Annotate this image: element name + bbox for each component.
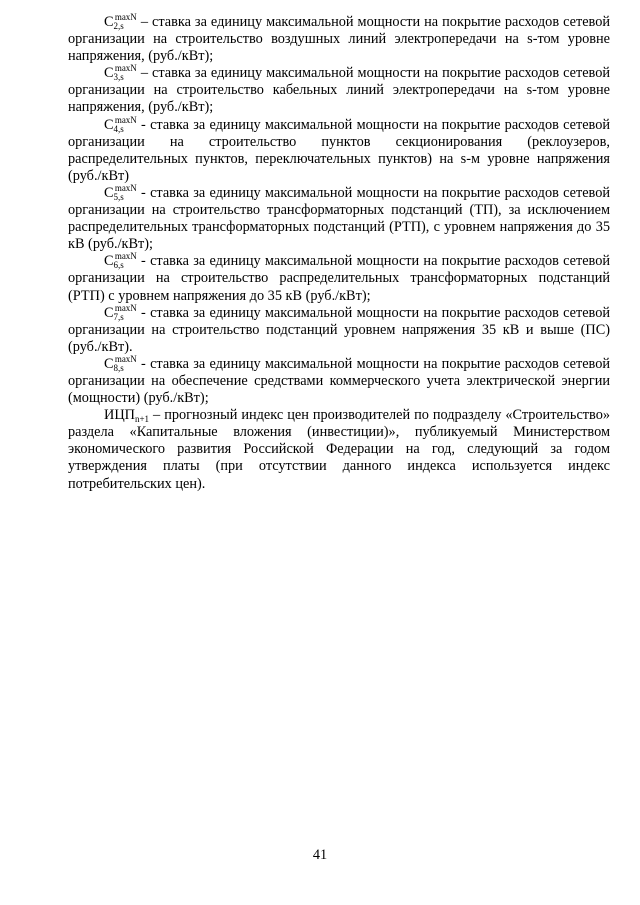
symbol-superscript: maxN — [114, 114, 137, 125]
definition-icp — [68, 407, 610, 492]
symbol-base: С — [104, 184, 114, 201]
definition-text: - ставка за единицу максимальной мощности на покрытие расходов сетевой организации на строительство трансформаторных подстанций (ТП), за исключением распределительных трансформаторных подстанций (РТП), с уровнем напряжения до 35 кВ (руб./кВт); — [68, 184, 610, 253]
symbol-subscript: 7,s — [113, 311, 124, 322]
symbol-superscript: maxN — [114, 251, 137, 262]
symbol-base: С — [104, 253, 114, 270]
symbol-superscript: maxN — [114, 182, 137, 193]
symbol-base: С — [104, 304, 114, 321]
symbol-c3 — [104, 65, 137, 81]
definition-text: - ставка за единицу максимальной мощности на покрытие расходов сетевой организации на строительство подстанций уровнем напряжения 35 кВ и выше (ПС) (руб./кВт). — [68, 304, 610, 355]
symbol-base: С — [104, 355, 114, 372]
definition-text: - ставка за единицу максимальной мощности на покрытие расходов сетевой организации на обеспечение средствами коммерческого учета электрической энергии (мощности) (руб./кВт); — [68, 355, 610, 407]
definition-text: – ставка за единицу максимальной мощности на покрытие расходов сетевой организации на строительство кабельных линий электропередачи на s-том уровне напряжения, (руб./кВт); — [68, 65, 610, 116]
symbol-superscript: maxN — [114, 302, 137, 313]
definition-c6 — [68, 253, 610, 304]
symbol-base: ИЦП — [104, 407, 135, 424]
symbol-icp — [104, 407, 149, 423]
symbol-c8 — [104, 353, 137, 373]
definition-c4 — [68, 114, 610, 185]
definition-c8 — [68, 353, 610, 407]
symbol-superscript: maxN — [114, 12, 137, 22]
definition-c2 — [68, 14, 610, 65]
definition-text: – прогнозный индекс цен производителей по подразделу «Строительство» раздела «Капитальные вложения (инвестиции)», публикуемый Министерством экономического развития Российской Федерации на год, следующий за годом утверждения платы (при отсутствии данного индекса используется индекс потребительских цен). — [68, 407, 610, 492]
symbol-c2 — [104, 14, 137, 30]
definition-text: – ставка за единицу максимальной мощности на покрытие расходов сетевой организации на строительство воздушных линий электропередачи на s-том уровне напряжения, (руб./кВт); — [68, 14, 610, 65]
symbol-subscript: 5,s — [113, 191, 124, 202]
symbol-base: С — [104, 14, 114, 30]
symbol-subscript: 4,s — [113, 123, 124, 134]
symbol-superscript: maxN — [114, 63, 137, 74]
symbol-c5 — [104, 182, 137, 202]
page-number: 41 — [312, 847, 328, 863]
definitions-list — [68, 14, 610, 493]
symbol-superscript: maxN — [114, 353, 137, 364]
symbol-subscript: 3,s — [113, 72, 124, 83]
symbol-c4 — [104, 114, 137, 134]
definition-c5 — [68, 182, 610, 253]
definition-text: - ставка за единицу максимальной мощности на покрытие расходов сетевой организации на строительство распределительных трансформаторных подстанций (РТП) с уровнем напряжения до 35 кВ (руб./кВт); — [68, 253, 610, 304]
symbol-subscript: 2,s — [113, 21, 124, 31]
definition-c7 — [68, 302, 610, 356]
symbol-subscript: 8,s — [113, 362, 124, 373]
symbol-c7 — [104, 302, 137, 322]
symbol-base: С — [104, 65, 114, 82]
definition-c3 — [68, 65, 610, 116]
symbol-subscript: 6,s — [113, 260, 124, 271]
symbol-c6 — [104, 253, 137, 269]
definition-text: - ставка за единицу максимальной мощности на покрытие расходов сетевой организации на строительство пунктов секционирования (реклоузеров, распределительных пунктов, переключательных пунктов) на s-м уровне напряжения (руб./кВт) — [68, 116, 610, 184]
symbol-base: С — [104, 116, 114, 133]
symbol-subscript: n+1 — [134, 414, 150, 425]
